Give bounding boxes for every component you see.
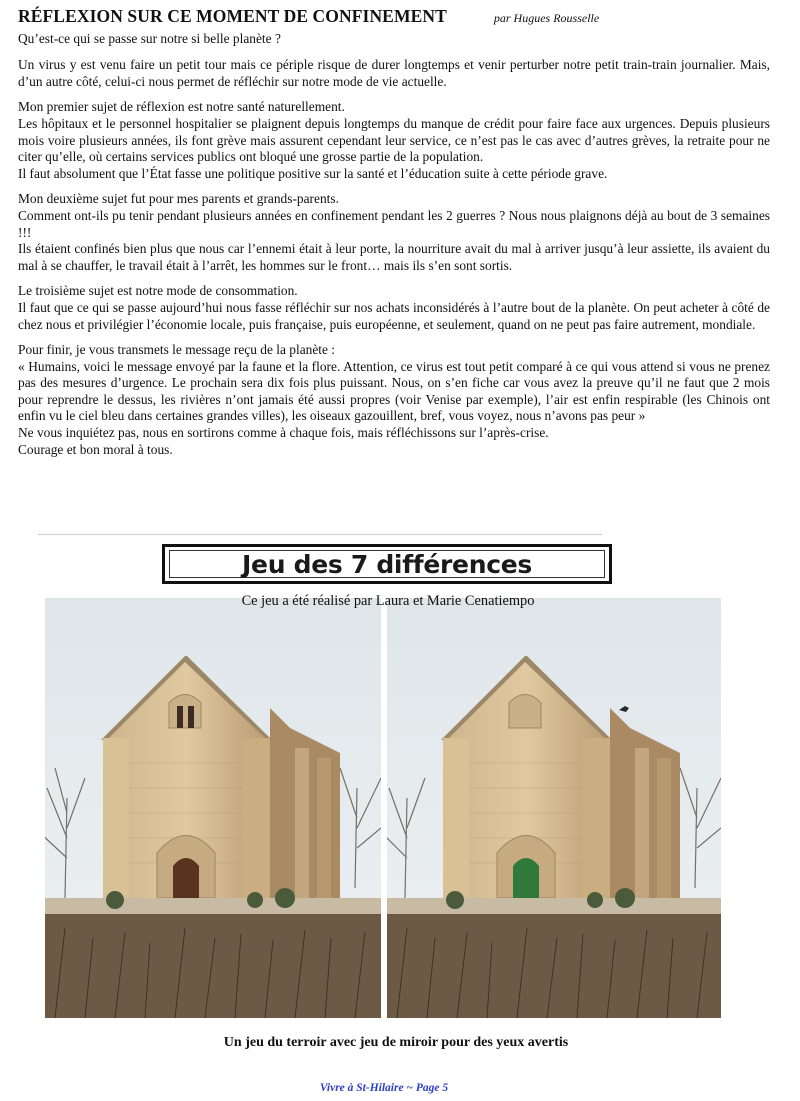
page-footer: Vivre à St-Hilaire ~ Page 5 [319,1082,449,1094]
article-title: RÉFLEXION SUR CE MOMENT DE CONFINEMENT [18,6,447,26]
chapel-photo-left [45,598,381,1018]
door-icon [173,858,199,898]
paragraph [18,99,770,182]
paragraph-line: Un virus y est venu faire un petit tour mais ce périple risque de durer longtemps et venir perturber notre petit train-train journalier. Mais, d’un autre côté, celui-ci nous permet de réfléchir sur notre mode de vie actuelle. [18,57,770,89]
paragraph-line: « Humains, voici le message envoyé par la faune et la flore. Attention, ce virus est tout petit comparé à ce qui vous attend si vous ne prenez pas des mesures d’urgence. Le prochain sera dix fois plus puissant. Nous, on s’en fiche car vous avez la preuve qu’il ne faut que 2 mois pour reprendre le dessus, les rivières n’ont jamais été aussi propres (voir Venise par exemple), l’air est enfin respirable (les Chinois ont enfin vu le ciel bleu dans certaines grandes villes), les oiseaux gazouillent, bref, vous voyez, nous n’avons pas peur » [18,358,770,424]
game-title-box [162,544,612,584]
game-title: Jeu des 7 différences [242,549,532,579]
game-credit: Ce jeu a été réalisé par Laura et Marie Cenatiempo [241,593,535,609]
paragraph-line: Mon premier sujet de réflexion est notre santé naturellement. [18,99,345,115]
paragraph-line: Pour finir, je vous transmets le message reçu de la planète : [18,342,336,358]
chapel-illustration-right [387,598,721,1018]
paragraph-line: Les hôpitaux et le personnel hospitalier se plaignent depuis longtemps du manque de crédit pour faire face aux urgences. Depuis plusieurs mois voire plusieurs années, ils font grève mais assurent cependant leur service, ce n’est pas le cas avec d’autres grèves, la retraite pour ne citer qu’elle, où certains services publics ont bloqué une grosse partie de la population. [18,115,770,165]
article [18,8,770,467]
paragraph-line: Courage et bon moral à tous. [18,441,173,457]
paragraph-line: Ne vous inquiétez pas, nous en sortirons comme à chaque fois, mais réfléchissons sur l’après-crise. [18,425,549,441]
paragraph-line: Il faut que ce qui se passe aujourd’hui nous fasse réfléchir sur nos achats inconsidérés à l’autre bout de la planète. On peut acheter à côté de chez nous et privilégier l’économie locale, puis française, puis européenne, et seulement, quand on ne peut pas faire autrement, mondiale. [18,299,770,332]
paragraph-line: Le troisième sujet est notre mode de consommation. [18,283,298,299]
article-byline: par Hugues Rousselle [493,11,600,25]
article-header [18,8,770,27]
game-title-frame [169,550,605,578]
paragraph [18,283,770,333]
door-icon [513,858,539,898]
paragraph-line: Il faut absolument que l’État fasse une politique positive sur la santé et l’éducation suite à cette période grave. [18,165,608,181]
paragraph [18,191,770,274]
game-caption: Un jeu du terroir avec jeu de miroir pour des yeux avertis [223,1035,569,1050]
paragraph-line: Comment ont-ils pu tenir pendant plusieurs années en confinement pendant les 2 guerres ? Nous nous plaignons déjà au bout de 3 semaines !!! [18,207,770,240]
article-intro: Qu’est-ce qui se passe sur notre si belle planète ? [18,30,281,46]
paragraph-line: Mon deuxième sujet fut pour mes parents et grands-parents. [18,191,339,207]
paragraph [18,57,770,90]
chapel-photo-right [387,598,721,1018]
paragraph [18,342,770,458]
chapel-illustration-left [45,598,381,1018]
paragraph-line: Ils étaient confinés bien plus que nous car l’ennemi était à leur porte, la nourriture avait du mal à arriver jusqu’à leur assiette, ils avaient du mal à se chauffer, le travail était à l’arrêt, les hommes sur le front… mais ils s’en sont sortis. [18,241,770,273]
